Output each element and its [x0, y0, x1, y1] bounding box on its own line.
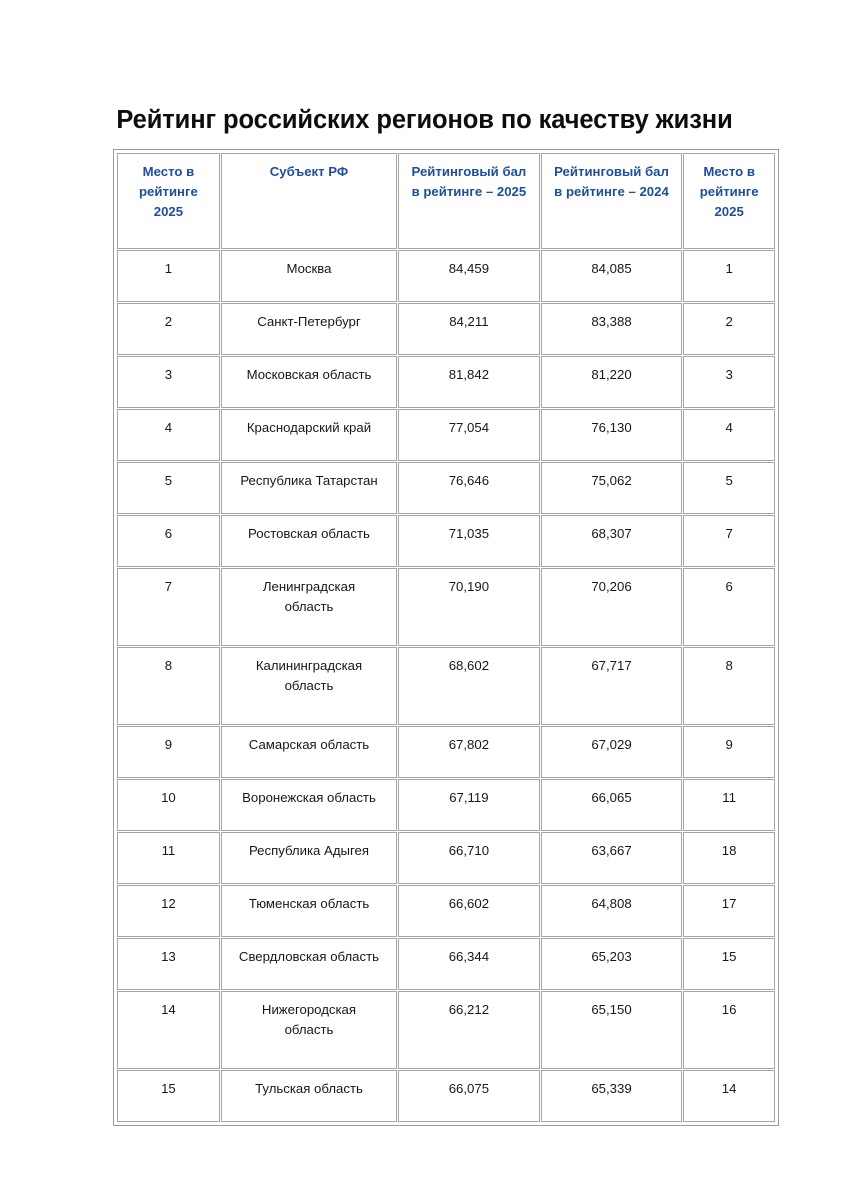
cell-rank-2025: 13 — [117, 938, 220, 990]
cell-region — [221, 250, 397, 302]
cell-region — [221, 515, 397, 567]
table-row[interactable] — [117, 991, 775, 1069]
cell-score-2024: 64,808 — [541, 885, 683, 937]
region-name-line: Нижегородская — [261, 1002, 357, 1017]
table-row[interactable] — [117, 726, 775, 778]
region-name-line: Республика Адыгея — [248, 843, 370, 858]
column-header-line: 2025 — [153, 204, 184, 220]
cell-score-2024: 65,203 — [541, 938, 683, 990]
cell-rank-2025: 11 — [117, 832, 220, 884]
cell-score-2025: 77,054 — [398, 409, 540, 461]
table-row[interactable] — [117, 568, 775, 646]
cell-score-2025: 84,459 — [398, 250, 540, 302]
cell-rank-2025: 4 — [117, 409, 220, 461]
cell-region — [221, 303, 397, 355]
region-name-line: область — [284, 598, 334, 614]
region-name-line: Тюменская область — [248, 896, 370, 911]
cell-score-2025: 66,344 — [398, 938, 540, 990]
region-name-line: Свердловская область — [238, 949, 380, 964]
cell-rank-2025: 8 — [117, 647, 220, 725]
rating-table — [116, 152, 776, 1123]
cell-rank-2024: 11 — [683, 779, 775, 831]
cell-score-2024: 81,220 — [541, 356, 683, 408]
cell-rank-2025: 7 — [117, 568, 220, 646]
table-row[interactable] — [117, 1070, 775, 1122]
table-row[interactable] — [117, 515, 775, 567]
cell-score-2024: 70,206 — [541, 568, 683, 646]
table-row[interactable] — [117, 356, 775, 408]
cell-rank-2025: 1 — [117, 250, 220, 302]
cell-region — [221, 356, 397, 408]
region-name-line: Санкт-Петербург — [257, 314, 361, 329]
table-header — [117, 153, 775, 249]
column-header-score_2025[interactable] — [398, 153, 540, 249]
column-header-line: в рейтинге – 2024 — [554, 184, 669, 200]
cell-score-2024: 75,062 — [541, 462, 683, 514]
cell-score-2025: 67,119 — [398, 779, 540, 831]
column-header-rank_2024[interactable] — [683, 153, 775, 249]
cell-score-2025: 66,212 — [398, 991, 540, 1069]
column-header-rank_2025[interactable] — [117, 153, 220, 249]
cell-region — [221, 462, 397, 514]
cell-rank-2025: 6 — [117, 515, 220, 567]
cell-region — [221, 409, 397, 461]
region-name-line: область — [284, 677, 334, 693]
cell-rank-2024: 7 — [683, 515, 775, 567]
table-row[interactable] — [117, 647, 775, 725]
table-row[interactable] — [117, 409, 775, 461]
cell-score-2025: 70,190 — [398, 568, 540, 646]
table-row[interactable] — [117, 250, 775, 302]
table-row[interactable] — [117, 938, 775, 990]
cell-score-2024: 63,667 — [541, 832, 683, 884]
region-name-line: Ленинградская — [262, 579, 356, 594]
cell-score-2025: 71,035 — [398, 515, 540, 567]
column-header-line: в рейтинге – 2025 — [411, 184, 527, 200]
cell-score-2024: 65,150 — [541, 991, 683, 1069]
region-name-line: Воронежская область — [242, 790, 376, 805]
cell-score-2025: 66,602 — [398, 885, 540, 937]
rating-table-container — [113, 149, 779, 1126]
column-header-line: 2025 — [714, 204, 744, 220]
cell-score-2025: 67,802 — [398, 726, 540, 778]
cell-region — [221, 991, 397, 1069]
cell-region — [221, 938, 397, 990]
column-header-line: рейтинге — [699, 184, 759, 200]
cell-score-2025: 81,842 — [398, 356, 540, 408]
cell-rank-2024: 15 — [683, 938, 775, 990]
cell-rank-2024: 3 — [683, 356, 775, 408]
cell-score-2024: 68,307 — [541, 515, 683, 567]
column-header-line: Место в — [703, 164, 755, 179]
region-name-line: область — [284, 1021, 334, 1037]
cell-rank-2025: 14 — [117, 991, 220, 1069]
cell-rank-2025: 3 — [117, 356, 220, 408]
cell-rank-2024: 14 — [683, 1070, 775, 1122]
table-header-row — [117, 153, 775, 249]
cell-rank-2025: 15 — [117, 1070, 220, 1122]
region-name-line: Тульская область — [255, 1081, 363, 1096]
cell-score-2024: 66,065 — [541, 779, 683, 831]
cell-region — [221, 568, 397, 646]
region-name-line: Республика Татарстан — [240, 473, 378, 488]
column-header-region[interactable] — [221, 153, 397, 249]
column-header-line: Субъект РФ — [269, 164, 349, 179]
column-header-line: Рейтинговый бал — [411, 164, 527, 179]
cell-region — [221, 726, 397, 778]
cell-score-2024: 84,085 — [541, 250, 683, 302]
column-header-line: рейтинге — [139, 184, 198, 200]
table-row[interactable] — [117, 779, 775, 831]
cell-rank-2025: 10 — [117, 779, 220, 831]
table-row[interactable] — [117, 303, 775, 355]
column-header-line: Рейтинговый бал — [554, 164, 669, 179]
region-name-line: Ростовская область — [248, 526, 370, 541]
cell-rank-2024: 16 — [683, 991, 775, 1069]
cell-region — [221, 885, 397, 937]
cell-region — [221, 779, 397, 831]
region-name-line: Краснодарский край — [246, 420, 372, 435]
cell-score-2024: 65,339 — [541, 1070, 683, 1122]
cell-score-2025: 76,646 — [398, 462, 540, 514]
region-name-line: Самарская область — [248, 737, 370, 752]
cell-rank-2024: 2 — [683, 303, 775, 355]
cell-score-2025: 66,710 — [398, 832, 540, 884]
cell-rank-2024: 9 — [683, 726, 775, 778]
cell-region — [221, 832, 397, 884]
page-title: Рейтинг российских регионов по качеству жизни — [116, 106, 733, 135]
cell-region — [221, 647, 397, 725]
cell-score-2024: 67,717 — [541, 647, 683, 725]
cell-score-2025: 68,602 — [398, 647, 540, 725]
table-row[interactable] — [117, 885, 775, 937]
cell-rank-2024: 17 — [683, 885, 775, 937]
cell-score-2024: 83,388 — [541, 303, 683, 355]
cell-rank-2025: 12 — [117, 885, 220, 937]
cell-rank-2024: 8 — [683, 647, 775, 725]
column-header-line: Место в — [142, 164, 195, 179]
cell-score-2024: 76,130 — [541, 409, 683, 461]
cell-rank-2025: 5 — [117, 462, 220, 514]
cell-rank-2025: 2 — [117, 303, 220, 355]
cell-rank-2024: 5 — [683, 462, 775, 514]
table-row[interactable] — [117, 462, 775, 514]
cell-region — [221, 1070, 397, 1122]
region-name-line: Московская область — [246, 367, 372, 382]
region-name-line: Калининградская — [255, 658, 363, 673]
cell-score-2025: 84,211 — [398, 303, 540, 355]
table-body — [117, 250, 775, 1122]
cell-rank-2024: 4 — [683, 409, 775, 461]
region-name-line: Москва — [286, 261, 332, 276]
cell-rank-2024: 1 — [683, 250, 775, 302]
cell-rank-2025: 9 — [117, 726, 220, 778]
table-row[interactable] — [117, 832, 775, 884]
cell-rank-2024: 6 — [683, 568, 775, 646]
cell-score-2025: 66,075 — [398, 1070, 540, 1122]
cell-rank-2024: 18 — [683, 832, 775, 884]
column-header-score_2024[interactable] — [541, 153, 683, 249]
cell-score-2024: 67,029 — [541, 726, 683, 778]
